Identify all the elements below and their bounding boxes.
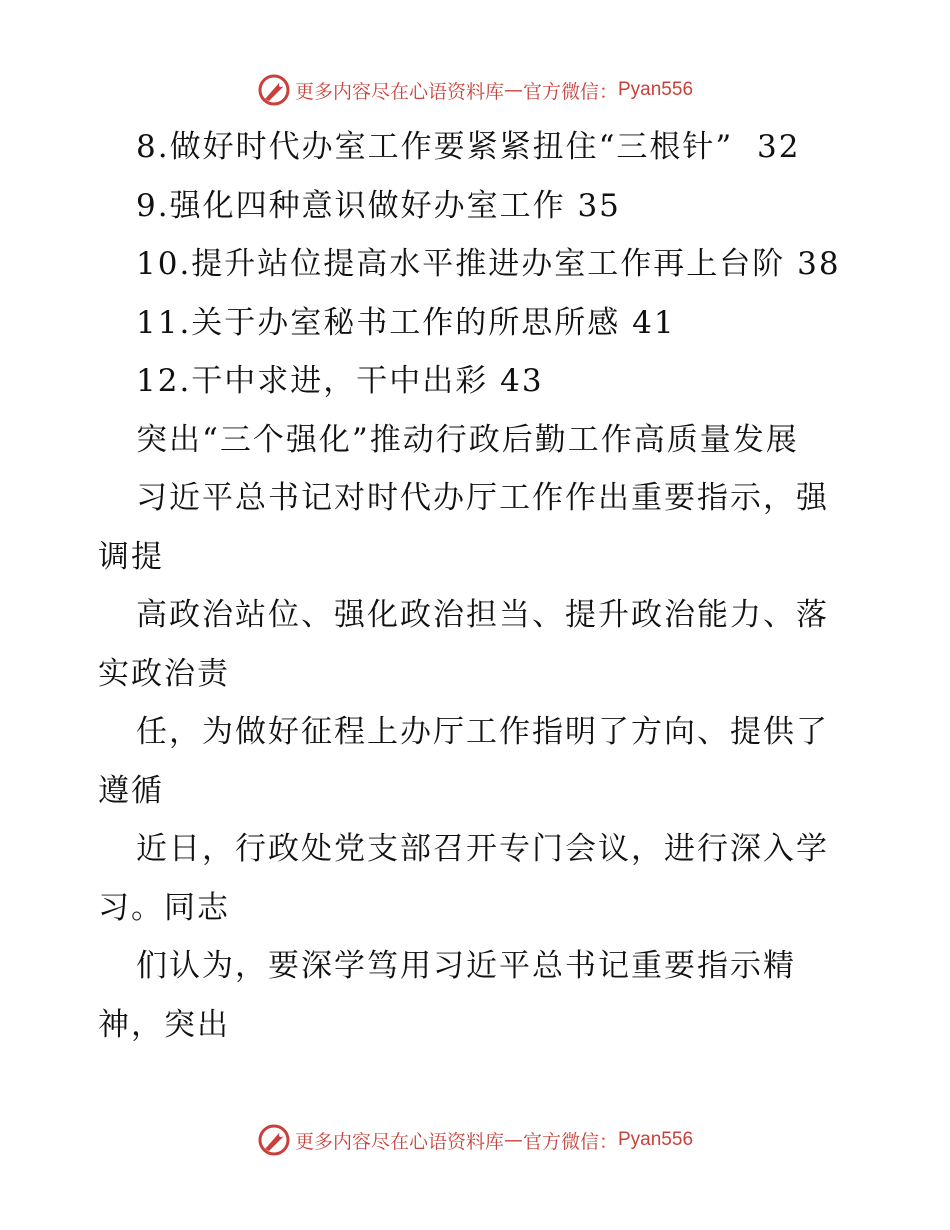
- banner-separator: —: [503, 79, 523, 101]
- paragraph-line: 习。同志: [98, 889, 230, 926]
- paragraph-line: 遵循: [98, 772, 164, 809]
- toc-entry: [98, 294, 858, 353]
- paragraph-line: 高政治站位、强化政治担当、提升政治能力、落: [136, 597, 829, 633]
- paragraph-line: 习近平总书记对时代办厅工作作出重要指示，强: [136, 480, 829, 516]
- toc-entry: [98, 118, 858, 177]
- header-banner: [0, 70, 950, 110]
- pen-nib-logo-icon: [257, 73, 291, 107]
- banner-separator: —: [503, 1129, 523, 1151]
- pen-nib-logo-icon: [257, 1123, 291, 1157]
- toc-page: 32: [757, 129, 801, 165]
- toc-title: 10.提升站位提高水平推进办室工作再上台阶: [136, 246, 786, 282]
- toc-title: 12.干中求进，干中出彩: [136, 363, 489, 399]
- toc-title: 11.关于办室秘书工作的所思所感: [136, 304, 621, 341]
- banner-title: 更多内容尽在心语资料库: [294, 80, 504, 103]
- toc-title: 8.做好时代办室工作要紧紧扭住“三根针”: [136, 129, 734, 165]
- banner-wechat-id: Pyan556: [618, 1129, 694, 1150]
- section-heading: 突出“三个强化”推动行政后勤工作高质量发展: [136, 421, 799, 458]
- toc-page: 43: [500, 363, 544, 399]
- toc-page: 38: [797, 246, 841, 282]
- banner-title: 更多内容尽在心语资料库: [294, 1130, 504, 1153]
- toc-page: 41: [632, 304, 676, 341]
- toc-entry: [98, 352, 858, 411]
- toc-entry: [98, 177, 858, 236]
- paragraph-line: 实政治责: [98, 655, 230, 692]
- document-body: [98, 118, 858, 1054]
- toc-entry: [98, 235, 858, 294]
- toc-title: 9.强化四种意识做好办室工作: [136, 187, 566, 224]
- paragraph-line: 任，为做好征程上办厅工作指明了方向、提供了: [136, 714, 829, 750]
- paragraph-line: 调提: [98, 538, 164, 575]
- toc-page: 35: [577, 187, 621, 224]
- banner-wechat-label: 官方微信：: [522, 1130, 618, 1153]
- paragraph-line: 们认为，要深学笃用习近平总书记重要指示精: [136, 948, 796, 984]
- footer-banner: [0, 1120, 950, 1160]
- banner-wechat-label: 官方微信：: [522, 80, 618, 103]
- paragraph-line: 神，突出: [98, 1006, 230, 1043]
- banner-wechat-id: Pyan556: [618, 79, 694, 100]
- paragraph-line: 近日，行政处党支部召开专门会议，进行深入学: [136, 831, 829, 867]
